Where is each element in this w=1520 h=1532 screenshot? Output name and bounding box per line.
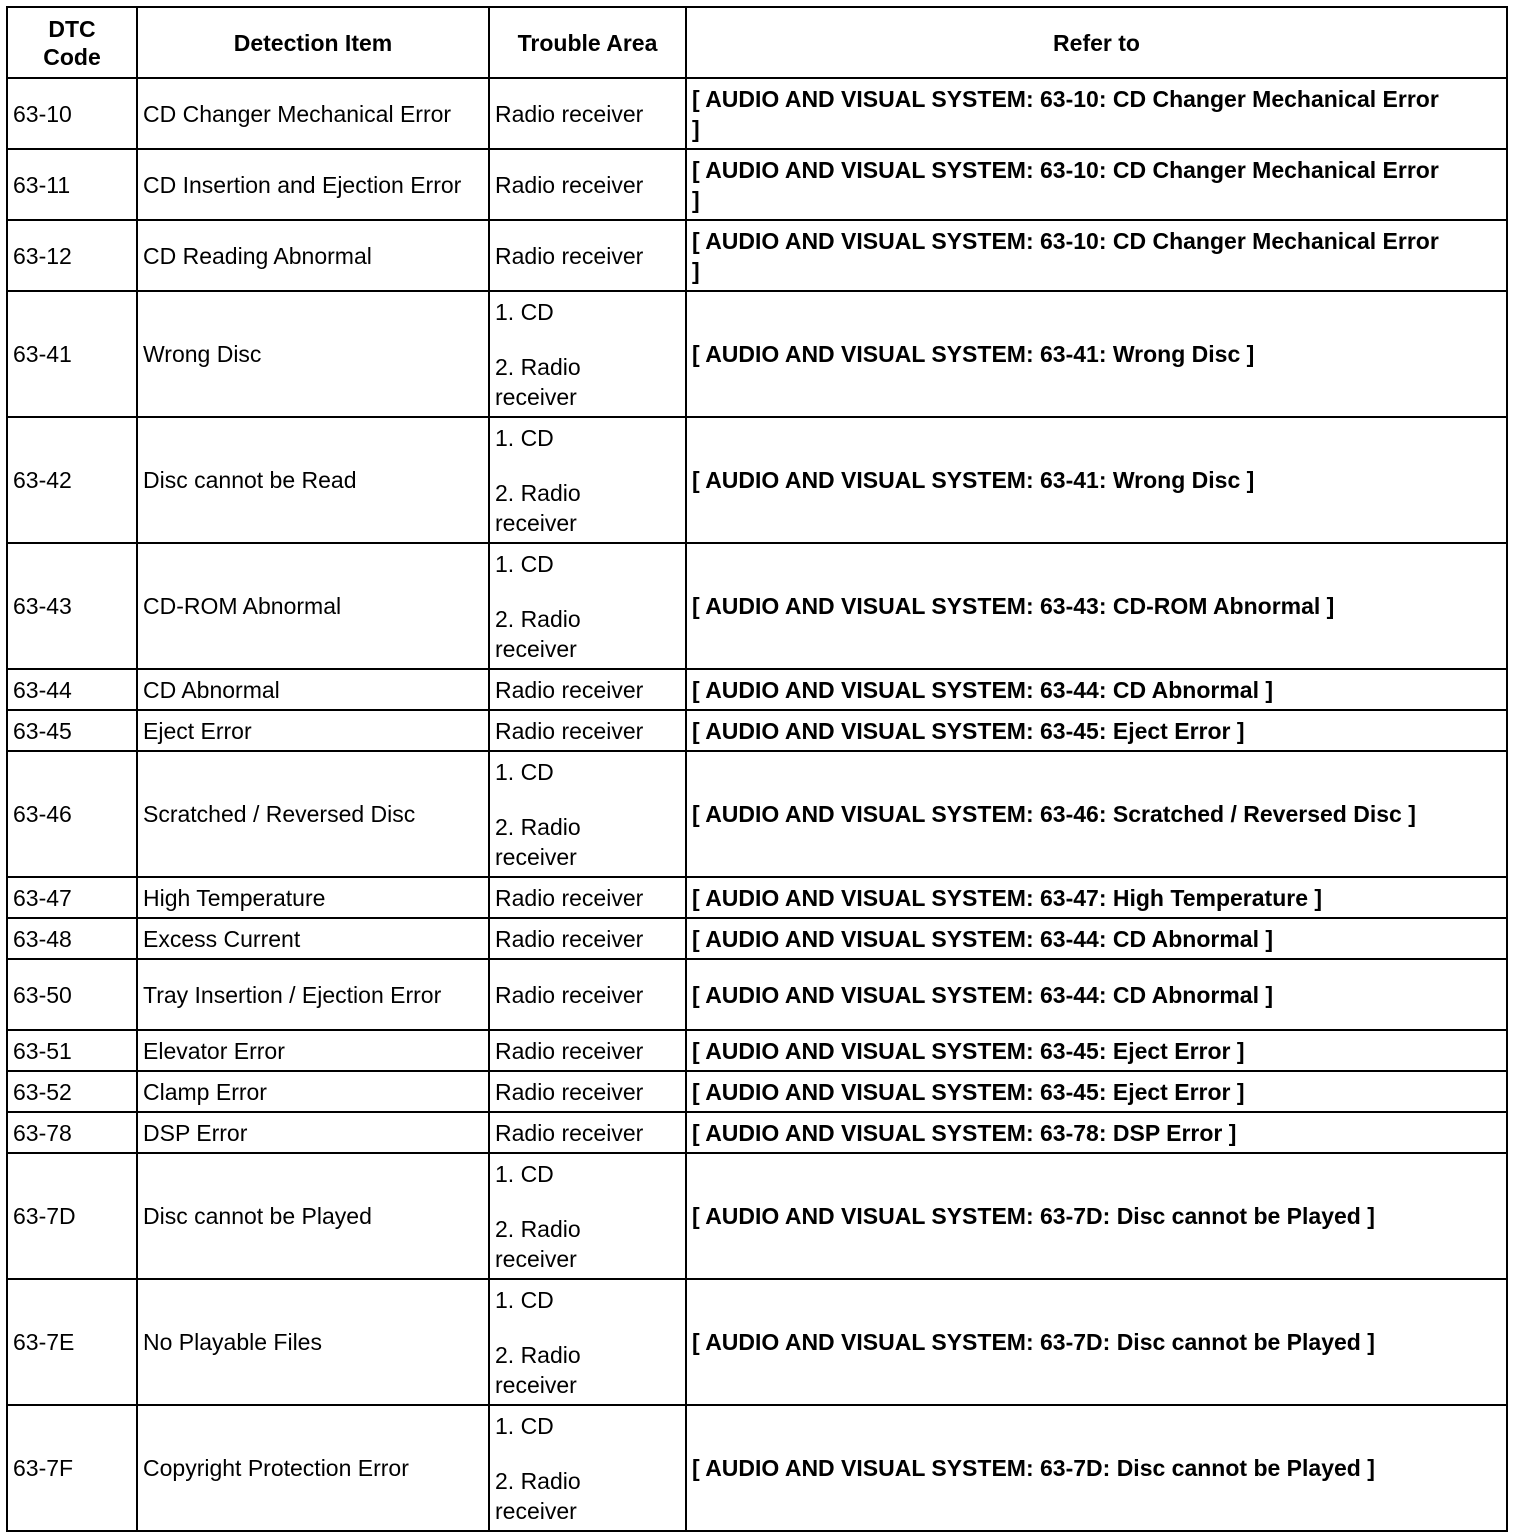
- refer-to-cell: [ AUDIO AND VISUAL SYSTEM: 63-46: Scratched / Reversed Disc ]: [686, 751, 1507, 877]
- trouble-area-item: 2. Radio receiver: [495, 479, 581, 536]
- trouble-area-cell: [489, 751, 686, 877]
- table-row: [7, 959, 1507, 1030]
- detection-item-cell: Copyright Protection Error: [137, 1405, 489, 1531]
- dtc-code-cell: 63-7F: [7, 1405, 137, 1531]
- trouble-area-cell: [489, 1071, 686, 1112]
- refer-to-cell: [ AUDIO AND VISUAL SYSTEM: 63-43: CD-ROM Abnormal ]: [686, 543, 1507, 669]
- detection-item-cell: Wrong Disc: [137, 291, 489, 417]
- table-row: [7, 1112, 1507, 1153]
- detection-item-cell: CD Changer Mechanical Error: [137, 78, 489, 149]
- trouble-area-item: 2. Radio receiver: [495, 353, 581, 410]
- table-row: [7, 417, 1507, 543]
- trouble-area-item: Radio receiver: [495, 1078, 644, 1105]
- trouble-area-item: 2. Radio receiver: [495, 1215, 581, 1272]
- trouble-area-item: 1. CD: [495, 424, 554, 451]
- refer-to-cell: [ AUDIO AND VISUAL SYSTEM: 63-47: High Temperature ]: [686, 877, 1507, 918]
- trouble-area-item: 1. CD: [495, 1160, 554, 1187]
- trouble-area-item: 2. Radio receiver: [495, 1467, 581, 1524]
- table-row: [7, 1071, 1507, 1112]
- trouble-area-cell: [489, 1112, 686, 1153]
- dtc-code-cell: 63-46: [7, 751, 137, 877]
- trouble-area-cell: [489, 918, 686, 959]
- refer-to-cell: [ AUDIO AND VISUAL SYSTEM: 63-41: Wrong Disc ]: [686, 291, 1507, 417]
- refer-to-cell: [ AUDIO AND VISUAL SYSTEM: 63-45: Eject Error ]: [686, 1071, 1507, 1112]
- refer-to-cell: [ AUDIO AND VISUAL SYSTEM: 63-10: CD Changer Mechanical Error ]: [686, 220, 1507, 291]
- trouble-area-cell: [489, 1279, 686, 1405]
- dtc-code-cell: 63-43: [7, 543, 137, 669]
- trouble-area-cell: [489, 417, 686, 543]
- trouble-area-item: 2. Radio receiver: [495, 813, 581, 870]
- trouble-area-item: Radio receiver: [495, 676, 644, 703]
- detection-item-cell: CD Insertion and Ejection Error: [137, 149, 489, 220]
- dtc-code-cell: 63-51: [7, 1030, 137, 1071]
- trouble-area-item: Radio receiver: [495, 925, 644, 952]
- detection-item-cell: CD-ROM Abnormal: [137, 543, 489, 669]
- table-row: [7, 669, 1507, 710]
- detection-item-cell: CD Abnormal: [137, 669, 489, 710]
- table-row: [7, 149, 1507, 220]
- refer-to-cell: [ AUDIO AND VISUAL SYSTEM: 63-7D: Disc cannot be Played ]: [686, 1153, 1507, 1279]
- table-row: [7, 710, 1507, 751]
- refer-to-cell: [ AUDIO AND VISUAL SYSTEM: 63-7D: Disc cannot be Played ]: [686, 1405, 1507, 1531]
- trouble-area-item: Radio receiver: [495, 1037, 644, 1064]
- trouble-area-cell: [489, 220, 686, 291]
- dtc-code-cell: 63-45: [7, 710, 137, 751]
- table-row: [7, 877, 1507, 918]
- table-row: [7, 1405, 1507, 1531]
- trouble-area-item: 1. CD: [495, 1412, 554, 1439]
- trouble-area-cell: [489, 1153, 686, 1279]
- refer-to-cell: [ AUDIO AND VISUAL SYSTEM: 63-44: CD Abnormal ]: [686, 959, 1507, 1030]
- detection-item-cell: Elevator Error: [137, 1030, 489, 1071]
- trouble-area-cell: [489, 149, 686, 220]
- header-detection-item: Detection Item: [137, 7, 489, 78]
- dtc-code-cell: 63-7E: [7, 1279, 137, 1405]
- detection-item-cell: Tray Insertion / Ejection Error: [137, 959, 489, 1030]
- dtc-code-cell: 63-78: [7, 1112, 137, 1153]
- trouble-area-item: Radio receiver: [495, 1119, 644, 1146]
- trouble-area-item: Radio receiver: [495, 242, 644, 269]
- dtc-table: [6, 6, 1508, 1532]
- detection-item-cell: DSP Error: [137, 1112, 489, 1153]
- dtc-code-cell: 63-12: [7, 220, 137, 291]
- dtc-code-cell: 63-10: [7, 78, 137, 149]
- detection-item-cell: Excess Current: [137, 918, 489, 959]
- trouble-area-cell: [489, 1405, 686, 1531]
- refer-to-cell: [ AUDIO AND VISUAL SYSTEM: 63-45: Eject Error ]: [686, 710, 1507, 751]
- trouble-area-cell: [489, 78, 686, 149]
- trouble-area-cell: [489, 669, 686, 710]
- table-row: [7, 1030, 1507, 1071]
- table-row: [7, 1153, 1507, 1279]
- dtc-code-cell: 63-48: [7, 918, 137, 959]
- trouble-area-cell: [489, 877, 686, 918]
- table-row: [7, 220, 1507, 291]
- trouble-area-item: 1. CD: [495, 758, 554, 785]
- table-row: [7, 918, 1507, 959]
- refer-to-cell: [ AUDIO AND VISUAL SYSTEM: 63-44: CD Abnormal ]: [686, 669, 1507, 710]
- refer-to-cell: [ AUDIO AND VISUAL SYSTEM: 63-78: DSP Error ]: [686, 1112, 1507, 1153]
- table-row: [7, 751, 1507, 877]
- detection-item-cell: CD Reading Abnormal: [137, 220, 489, 291]
- dtc-code-cell: 63-11: [7, 149, 137, 220]
- table-row: [7, 543, 1507, 669]
- trouble-area-item: 1. CD: [495, 550, 554, 577]
- table-body: [7, 78, 1507, 1531]
- refer-to-cell: [ AUDIO AND VISUAL SYSTEM: 63-7D: Disc cannot be Played ]: [686, 1279, 1507, 1405]
- trouble-area-cell: [489, 959, 686, 1030]
- dtc-code-cell: 63-42: [7, 417, 137, 543]
- trouble-area-item: Radio receiver: [495, 171, 644, 198]
- detection-item-cell: Clamp Error: [137, 1071, 489, 1112]
- trouble-area-item: 1. CD: [495, 1286, 554, 1313]
- refer-to-cell: [ AUDIO AND VISUAL SYSTEM: 63-44: CD Abnormal ]: [686, 918, 1507, 959]
- table-row: [7, 78, 1507, 149]
- detection-item-cell: Scratched / Reversed Disc: [137, 751, 489, 877]
- refer-to-cell: [ AUDIO AND VISUAL SYSTEM: 63-45: Eject Error ]: [686, 1030, 1507, 1071]
- dtc-code-cell: 63-47: [7, 877, 137, 918]
- refer-to-cell: [ AUDIO AND VISUAL SYSTEM: 63-10: CD Changer Mechanical Error ]: [686, 149, 1507, 220]
- table-row: [7, 1279, 1507, 1405]
- header-refer-to: Refer to: [686, 7, 1507, 78]
- detection-item-cell: High Temperature: [137, 877, 489, 918]
- detection-item-cell: Disc cannot be Played: [137, 1153, 489, 1279]
- header-dtc-code: DTC Code: [7, 7, 137, 78]
- dtc-code-cell: 63-41: [7, 291, 137, 417]
- detection-item-cell: Eject Error: [137, 710, 489, 751]
- header-trouble-area: Trouble Area: [489, 7, 686, 78]
- trouble-area-item: 2. Radio receiver: [495, 605, 581, 662]
- dtc-code-cell: 63-52: [7, 1071, 137, 1112]
- refer-to-cell: [ AUDIO AND VISUAL SYSTEM: 63-41: Wrong Disc ]: [686, 417, 1507, 543]
- dtc-code-cell: 63-50: [7, 959, 137, 1030]
- dtc-code-cell: 63-7D: [7, 1153, 137, 1279]
- trouble-area-item: Radio receiver: [495, 981, 644, 1008]
- trouble-area-item: 1. CD: [495, 298, 554, 325]
- detection-item-cell: Disc cannot be Read: [137, 417, 489, 543]
- refer-to-cell: [ AUDIO AND VISUAL SYSTEM: 63-10: CD Changer Mechanical Error ]: [686, 78, 1507, 149]
- table-row: [7, 291, 1507, 417]
- trouble-area-cell: [489, 291, 686, 417]
- detection-item-cell: No Playable Files: [137, 1279, 489, 1405]
- trouble-area-cell: [489, 543, 686, 669]
- trouble-area-item: Radio receiver: [495, 717, 644, 744]
- trouble-area-cell: [489, 1030, 686, 1071]
- dtc-code-cell: 63-44: [7, 669, 137, 710]
- trouble-area-item: Radio receiver: [495, 884, 644, 911]
- trouble-area-item: 2. Radio receiver: [495, 1341, 581, 1398]
- table-header-row: [7, 7, 1507, 78]
- trouble-area-item: Radio receiver: [495, 100, 644, 127]
- trouble-area-cell: [489, 710, 686, 751]
